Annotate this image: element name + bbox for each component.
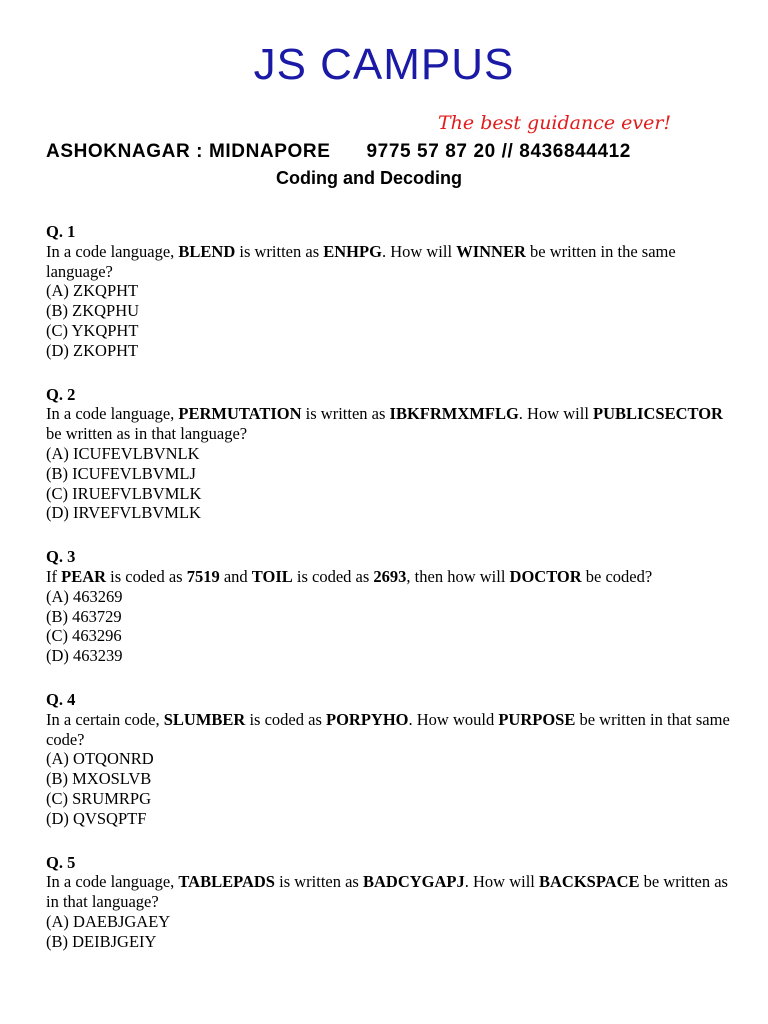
question-text-segment: is coded as [106, 566, 187, 586]
answer-option: (C) YKQPHT [46, 320, 139, 340]
question-number: Q. 1 [46, 222, 76, 241]
code-word: PORPYHO [326, 709, 409, 729]
question-text-segment: , then how will [406, 566, 510, 586]
answer-option: (A) ICUFEVLBVNLK [46, 443, 200, 463]
question-text-segment: be coded? [581, 566, 653, 586]
question-text-segment: is coded as [292, 566, 374, 586]
code-word: 2693 [373, 566, 407, 586]
subject-heading: Coding and Decoding [276, 168, 462, 188]
question-text-segment: be written in that same code? [46, 709, 730, 749]
answer-option: (A) ZKQPHT [46, 281, 139, 301]
answer-option: (B) ZKQPHU [46, 301, 140, 321]
question-text [46, 404, 736, 444]
question-text-segment: be written in the same language? [46, 241, 676, 281]
question-text-segment: In a code language, [46, 872, 179, 892]
question-text-segment: is coded as [245, 709, 326, 729]
question-text [46, 872, 736, 912]
code-word: BLEND [178, 241, 236, 261]
question-text-segment: be written as in that language? [46, 872, 728, 912]
answer-option: (B) DEIBJGEIY [46, 931, 157, 951]
answer-option: (B) ICUFEVLBVMLJ [46, 463, 196, 483]
question-text [46, 242, 736, 282]
code-word: IBKFRMXMFLG [389, 404, 519, 424]
code-word: PERMUTATION [178, 404, 302, 424]
answer-option: (D) QVSQPTF [46, 808, 147, 828]
answer-option: (B) MXOSLVB [46, 769, 152, 789]
question-number: Q. 4 [46, 689, 76, 709]
question-number: Q. 5 [46, 852, 76, 872]
question-number: Q. 2 [46, 384, 76, 404]
question-text-segment: In a code language, [46, 404, 179, 424]
answer-option: (D) 463239 [46, 646, 123, 666]
answer-option: (C) IRUEFVLBVMLK [46, 483, 202, 503]
code-word: DOCTOR [509, 566, 582, 586]
answer-option: (B) 463729 [46, 606, 122, 626]
answer-option: (D) IRVEFVLBVMLK [46, 503, 201, 523]
question-text-segment: In a certain code, [46, 709, 164, 729]
question-block [46, 385, 736, 524]
question-text-segment: be written as in that language? [46, 424, 248, 444]
code-word: TOIL [251, 566, 293, 586]
question-text [46, 567, 736, 587]
code-word: WINNER [456, 241, 526, 261]
code-word: 7519 [186, 566, 220, 586]
code-word: BADCYGAPJ [362, 872, 465, 892]
location-text: ASHOKNAGAR : MIDNAPORE [46, 141, 331, 162]
brand-title: JS CAMPUS [253, 40, 515, 89]
question-list [46, 222, 736, 976]
code-word: BACKSPACE [538, 872, 640, 892]
contact-line [46, 141, 631, 163]
phone-numbers: 9775 57 87 20 // 8436844412 [366, 141, 631, 162]
question-block [46, 853, 736, 952]
answer-option: (A) DAEBJGAEY [46, 911, 171, 931]
question-text-segment: is written as [235, 241, 324, 261]
code-word: PUBLICSECTOR [593, 404, 723, 424]
answer-option: (D) ZKOPHT [46, 340, 139, 360]
question-text-segment: . How will [518, 404, 594, 424]
question-number: Q. 3 [46, 547, 76, 567]
answer-option: (A) 463269 [46, 586, 123, 606]
question-text-segment: and [219, 566, 252, 586]
question-text-segment: . How will [464, 872, 539, 892]
question-text [46, 710, 736, 750]
code-word: TABLEPADS [178, 872, 275, 892]
code-word: SLUMBER [163, 709, 246, 729]
question-text-segment: is written as [274, 872, 363, 892]
question-block [46, 547, 736, 666]
answer-option: (A) OTQONRD [46, 749, 154, 769]
code-word: PEAR [61, 566, 107, 586]
answer-option: (C) SRUMRPG [46, 788, 151, 808]
code-word: PURPOSE [498, 709, 576, 729]
question-block [46, 222, 736, 361]
question-text-segment: In a code language, [46, 241, 179, 261]
code-word: ENHPG [323, 241, 382, 261]
question-text-segment: . How would [408, 709, 499, 729]
answer-option: (C) 463296 [46, 626, 122, 646]
tagline: The best guidance ever! [438, 112, 672, 134]
question-block [46, 690, 736, 829]
question-text-segment: If [46, 566, 62, 586]
question-text-segment: is written as [301, 404, 390, 424]
question-text-segment: . How will [381, 241, 457, 261]
